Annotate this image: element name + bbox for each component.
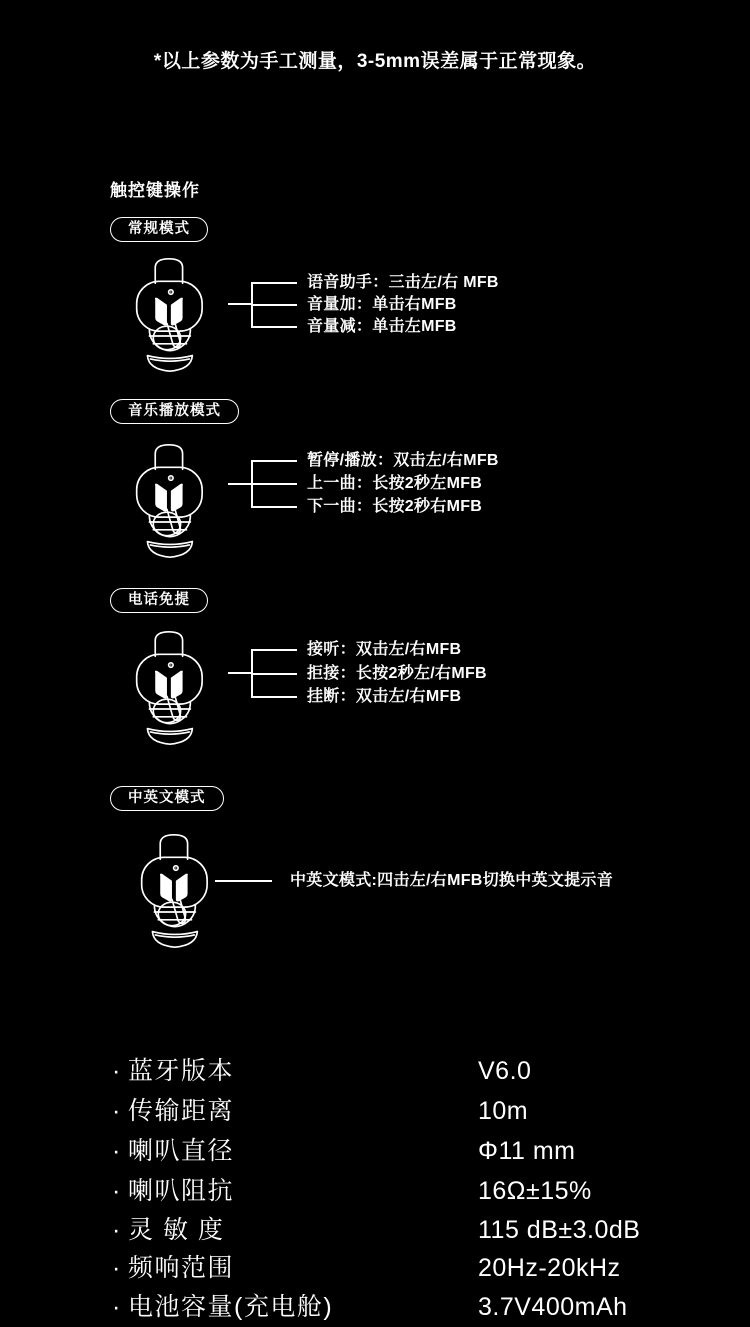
connector-line — [252, 506, 297, 508]
spec-row-bluetooth — [0, 1051, 750, 1091]
earbud-icon — [126, 827, 214, 954]
spec-value: 3.7V400mAh — [478, 1293, 628, 1321]
connector-line — [252, 304, 297, 306]
spec-label: 电池容量(充电舱) — [128, 1293, 334, 1321]
action-reject-call: 拒接：长按2秒左/右MFB — [307, 665, 487, 682]
bullet-icon: · — [112, 1137, 121, 1165]
spec-label: 喇叭阻抗 — [128, 1177, 235, 1205]
connector-line — [252, 696, 297, 698]
bullet-icon: · — [112, 1293, 121, 1321]
connector-line — [252, 483, 297, 485]
connector-line — [252, 673, 297, 675]
connector-line — [252, 326, 297, 328]
touch-controls-title: 触控键操作 — [110, 181, 200, 200]
spec-row-range — [0, 1091, 750, 1131]
spec-label: 蓝牙版本 — [128, 1057, 235, 1085]
earbud-icon — [121, 251, 209, 378]
spec-value: 20Hz-20kHz — [478, 1254, 621, 1282]
mode-badge-language: 中英文模式 — [110, 786, 224, 811]
connector-line — [228, 303, 252, 305]
bullet-icon: · — [112, 1216, 121, 1244]
spec-value: 10m — [478, 1097, 529, 1125]
spec-row-sensitivity — [0, 1210, 750, 1250]
mode-badge-phone: 电话免提 — [110, 588, 208, 613]
spec-value: V6.0 — [478, 1057, 532, 1085]
bullet-icon: · — [112, 1057, 121, 1085]
action-play-pause: 暂停/播放：双击左/右MFB — [307, 452, 499, 469]
connector-line — [252, 460, 297, 462]
spec-label: 喇叭直径 — [128, 1137, 235, 1165]
action-answer-call: 接听：双击左/右MFB — [307, 641, 462, 658]
earbud-icon — [121, 624, 209, 751]
spec-row-frequency — [0, 1248, 750, 1288]
connector-line — [228, 483, 252, 485]
bullet-icon: · — [112, 1177, 121, 1205]
spec-label: 传输距离 — [128, 1097, 235, 1125]
action-next-track: 下一曲：长按2秒右MFB — [307, 498, 483, 515]
earbud-icon — [121, 437, 209, 564]
spec-label: 频响范围 — [128, 1254, 235, 1282]
spec-value: 115 dB±3.0dB — [478, 1216, 641, 1244]
mode-badge-normal: 常规模式 — [110, 217, 208, 242]
spec-value: 16Ω±15% — [478, 1177, 592, 1205]
action-volume-down: 音量减：单击左MFB — [307, 318, 457, 335]
action-language-switch: 中英文模式:四击左/右MFB切换中英文提示音 — [290, 872, 614, 889]
bullet-icon: · — [112, 1097, 121, 1125]
connector-line — [228, 672, 252, 674]
action-hang-up: 挂断：双击左/右MFB — [307, 688, 462, 705]
action-voice-assistant: 语音助手：三击左/右 MFB — [307, 274, 499, 291]
measurement-note: *以上参数为手工测量，3-5mm误差属于正常现象。 — [153, 51, 597, 72]
spec-label: 灵 敏 度 — [128, 1216, 225, 1244]
bullet-icon: · — [112, 1254, 121, 1282]
action-previous-track: 上一曲：长按2秒左MFB — [307, 475, 483, 492]
connector-line — [215, 880, 272, 882]
spec-value: Φ11 mm — [478, 1137, 576, 1165]
connector-line — [252, 649, 297, 651]
mode-badge-music: 音乐播放模式 — [110, 399, 239, 424]
spec-row-battery — [0, 1287, 750, 1327]
action-volume-up: 音量加：单击右MFB — [307, 296, 457, 313]
spec-row-driver-diameter — [0, 1131, 750, 1171]
connector-line — [252, 282, 297, 284]
spec-row-impedance — [0, 1171, 750, 1211]
